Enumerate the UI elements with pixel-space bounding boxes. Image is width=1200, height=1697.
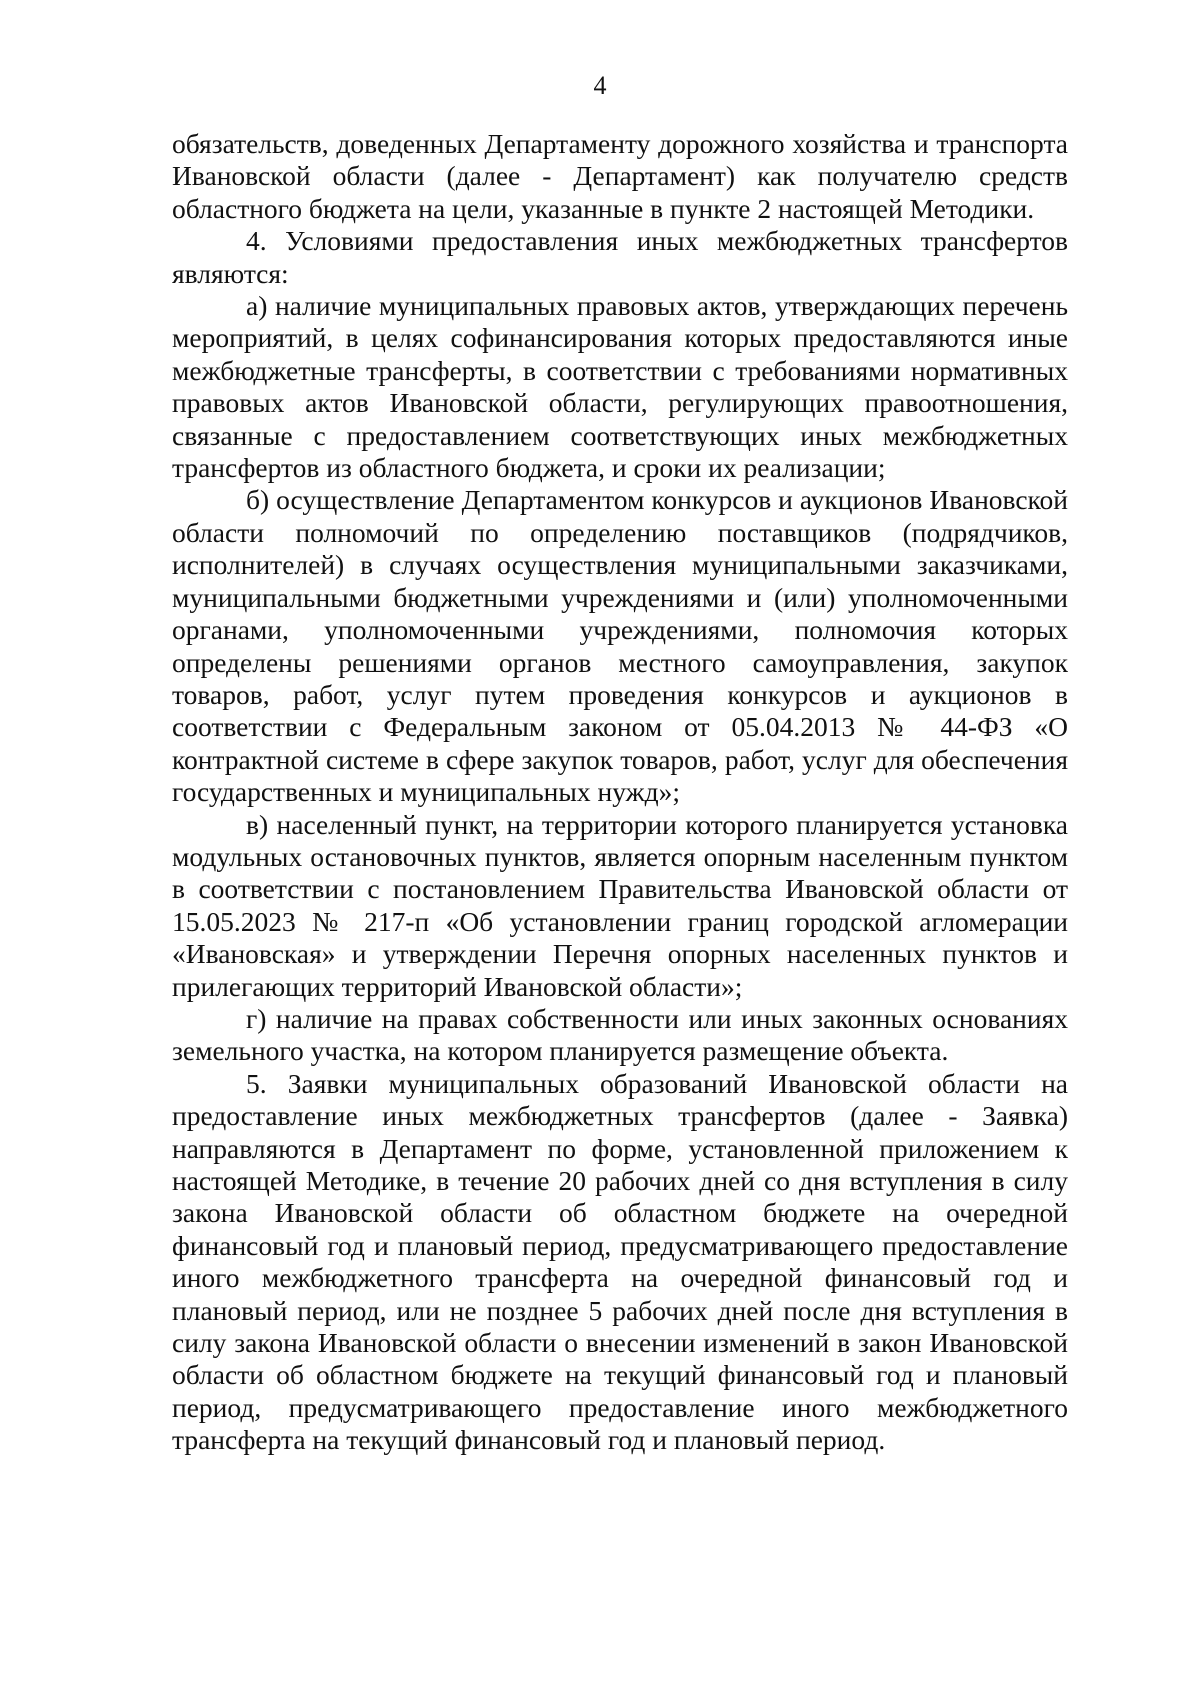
paragraph-subitem-b: б) осуществление Департаментом конкурсов и аукционов Ивановской области полномочий по определению поставщиков (подрядчиков, исполнителей) в случаях осуществления муниципальными заказчиками, муниципальными бюджетными учреждениями и (или) уполномоченными органами, уполномоченными учреждениями, полномочия которых определены решениями органов местного самоуправления, закупок товаров, работ, услуг путем проведения конкурсов и аукционов в соответствии с Федеральным законом от 05.04.2013 № 44-ФЗ «О контрактной системе в сфере закупок товаров, работ, услуг для обеспечения государственных и муниципальных нужд»; [172,484,1068,808]
paragraph-continuation: обязательств, доведенных Департаменту дорожного хозяйства и транспорта Ивановской области (далее - Департамент) как получателю средств областного бюджета на цели, указанные в пункте 2 настоящей Методики. [172,128,1068,224]
page-number: 4 [593,71,607,100]
paragraph-subitem-a: а) наличие муниципальных правовых актов, утверждающих перечень мероприятий, в целях софинансирования которых предоставляются иные межбюджетные трансферты, в соответствии с требованиями нормативных правовых актов Ивановской области, регулирующих правоотношения, связанные с предоставлением соответствующих иных межбюджетных трансфертов из областного бюджета, и сроки их реализации; [172,290,1068,484]
paragraph-item-4: 4. Условиями предоставления иных межбюджетных трансфертов являются: [172,225,1068,289]
paragraph-subitem-v: в) населенный пункт, на территории которого планируется установка модульных остановочных пунктов, является опорным населенным пунктом в соответствии с постановлением Правительства Ивановской области от 15.05.2023 № 217-п «Об установлении границ городской агломерации «Ивановская» и утверждении Перечня опорных населенных пунктов и прилегающих территорий Ивановской области»; [172,808,1068,1002]
document-body [172,128,1068,1457]
paragraph-item-5: 5. Заявки муниципальных образований Ивановской области на предоставление иных межбюджетных трансфертов (далее - Заявка) направляются в Департамент по форме, установленной приложением к настоящей Методике, в течение 20 рабочих дней со дня вступления в силу закона Ивановской области об областном бюджете на очередной финансовый год и плановый период, предусматривающего предоставление иного межбюджетного трансферта на очередной финансовый год и плановый период, или не позднее 5 рабочих дней после дня вступления в силу закона Ивановской области о внесении изменений в закон Ивановской области об областном бюджете на текущий финансовый год и плановый период, предусматривающего предоставление иного межбюджетного трансферта на текущий финансовый год и плановый период. [172,1067,1068,1456]
paragraph-subitem-g: г) наличие на правах собственности или иных законных основаниях земельного участка, на котором планируется размещение объекта. [172,1002,1068,1067]
